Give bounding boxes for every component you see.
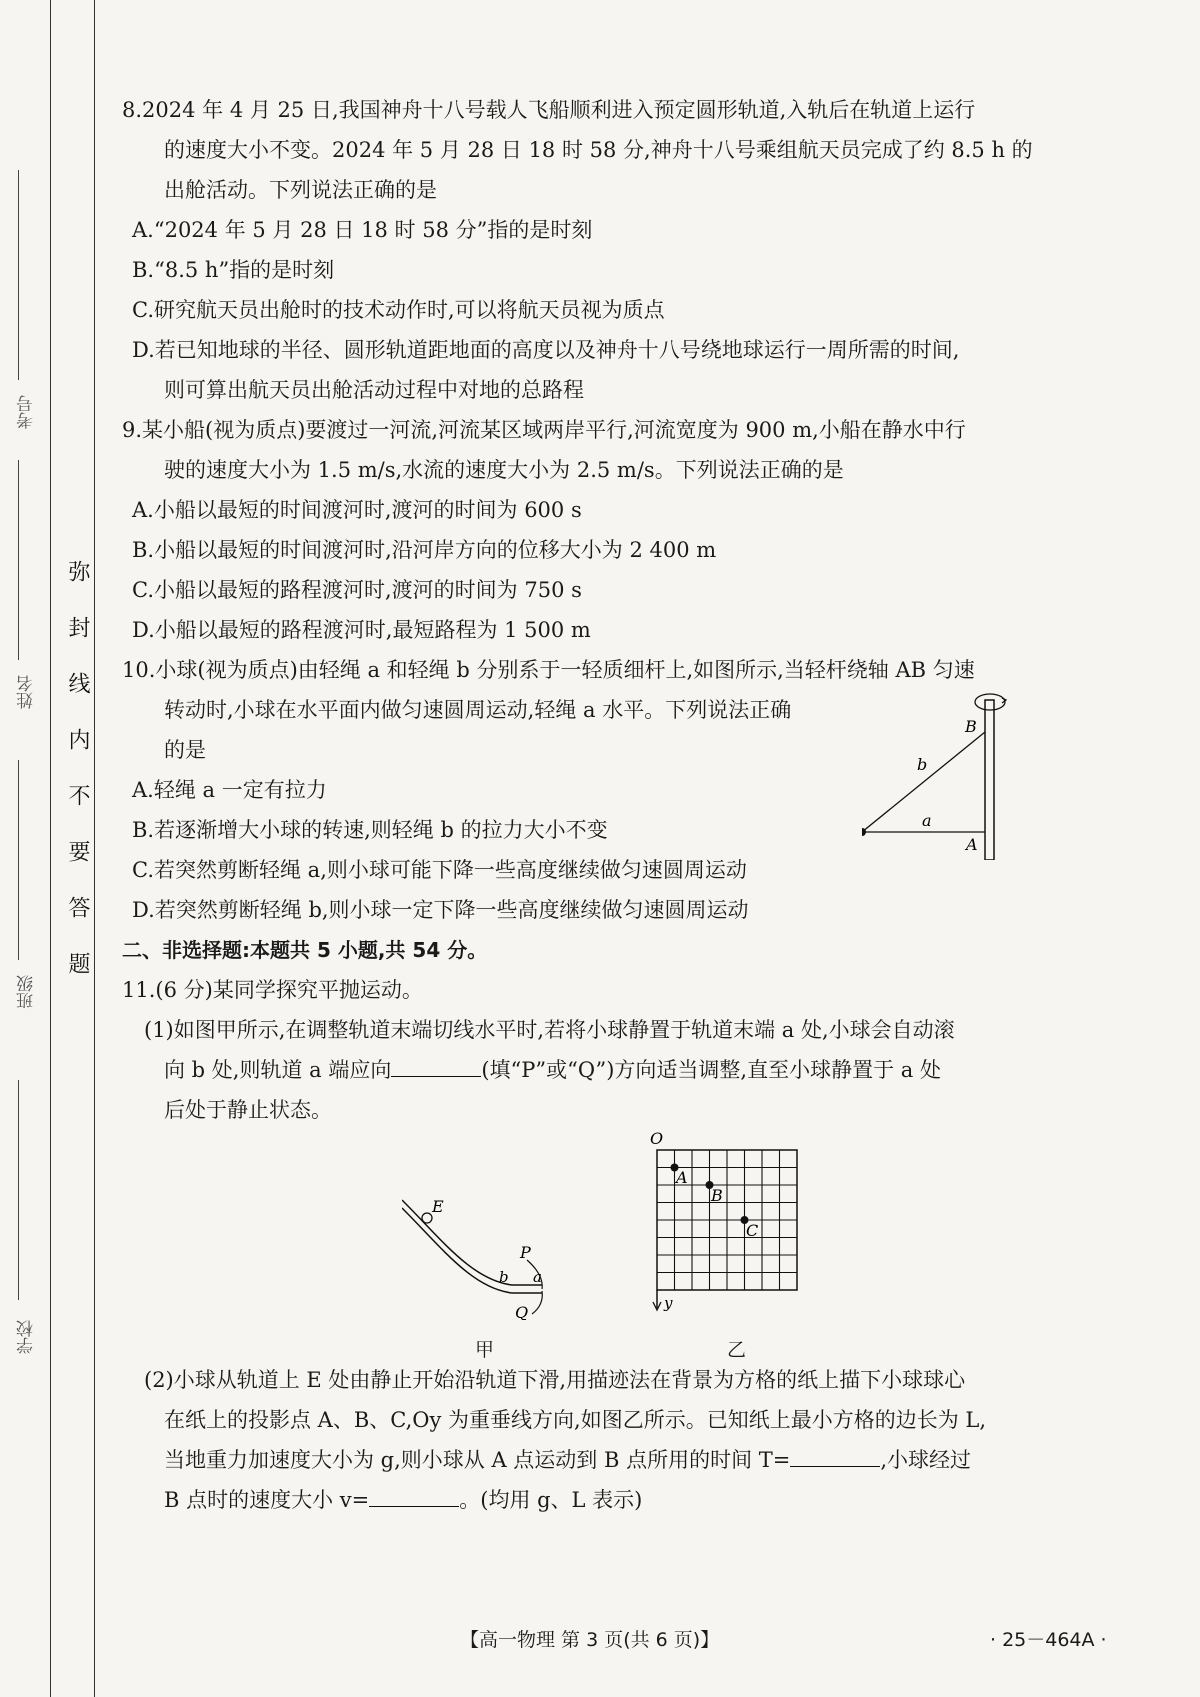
class-blank: [18, 760, 19, 960]
footer-page-info: 【高一物理 第 3 页(共 6 页)】: [460, 1629, 720, 1651]
q8-option-c: C.研究航天员出舱时的技术动作时,可以将航天员视为质点: [132, 298, 665, 322]
q8-stem-1: 8.2024 年 4 月 25 日,我国神舟十八号载人飞船顺利进入预定圆形轨道,入轨后在轨道上运行: [122, 98, 976, 122]
school-blank: [18, 1080, 19, 1300]
name-label: 姓名: [17, 675, 37, 709]
school-label: 学校: [17, 1320, 37, 1354]
yi-label-B: B: [711, 1186, 723, 1205]
question-11: [122, 970, 1082, 1520]
q11-part2-line4: B 点时的速度大小 v= 。(均用 g、L 表示): [122, 1480, 1082, 1520]
q11-part1-line2: 向 b 处,则轨道 a 端应向 (填“P”或“Q”)方向适当调整,直至小球静置于 a 处: [122, 1050, 1082, 1090]
jia-label-P: P: [520, 1243, 531, 1262]
yi-label-O: O: [650, 1130, 664, 1148]
figure-jia-caption: 甲: [475, 1339, 495, 1361]
exam-no-label: 考号: [17, 395, 37, 429]
figure-yi-caption: 乙: [727, 1339, 747, 1361]
q8-option-a: A.“2024 年 5 月 28 日 18 时 58 分”指的是时刻: [132, 218, 593, 242]
answer-blank-2[interactable]: [790, 1444, 880, 1467]
q11-part2-line1: (2)小球从轨道上 E 处由静止开始沿轨道下滑,用描迹法在背景为方格的纸上描下小球球心: [144, 1368, 966, 1392]
jia-label-E: E: [432, 1197, 444, 1216]
jia-label-b: b: [499, 1268, 509, 1286]
q10-figure: [862, 690, 1012, 860]
q10-option-b: B.若逐渐增大小球的转速,则轻绳 b 的拉力大小不变: [132, 818, 608, 842]
jia-label-a: a: [533, 1268, 542, 1286]
figure-jia: [402, 1190, 592, 1320]
q11-part2-line2: 在纸上的投影点 A、B、C,Oy 为重垂线方向,如图乙所示。已知纸上最小方格的边长为 L,: [164, 1408, 986, 1432]
yi-label-y: y: [664, 1294, 673, 1312]
class-label: 班级: [17, 975, 37, 1009]
question-8: [122, 90, 1082, 410]
q10-stem-2: 转动时,小球在水平面内做匀速圆周运动,轻绳 a 水平。下列说法正确: [164, 698, 792, 722]
q8-option-b: B.“8.5 h”指的是时刻: [132, 258, 335, 282]
q10-option-c: C.若突然剪断轻绳 a,则小球可能下降一些高度继续做匀速圆周运动: [132, 858, 747, 882]
figure-yi: [642, 1130, 822, 1320]
q8-stem-2: 的速度大小不变。2024 年 5 月 28 日 18 时 58 分,神舟十八号乘组航天员完成了约 8.5 h 的: [164, 138, 1033, 162]
binding-strip: [0, 0, 110, 1697]
question-10: [122, 650, 1082, 930]
jia-label-Q: Q: [515, 1303, 529, 1320]
q10-label-a: a: [922, 811, 932, 830]
q10-option-d: D.若突然剪断轻绳 b,则小球一定下降一些高度继续做匀速圆周运动: [132, 898, 749, 922]
q8-option-d-cont: 则可算出航天员出舱活动过程中对地的总路程: [164, 378, 584, 402]
q10-stem-3: 的是: [164, 738, 206, 762]
question-9: [122, 410, 1082, 650]
binding-line-inner: [94, 0, 95, 1697]
q9-option-a: A.小船以最短的时间渡河时,渡河的时间为 600 s: [132, 498, 582, 522]
q11-part1-line3: 后处于静止状态。: [164, 1098, 332, 1122]
name-blank: [18, 460, 19, 660]
answer-blank-1[interactable]: [391, 1054, 481, 1077]
q11-part2-line3: 当地重力加速度大小为 g,则小球从 A 点运动到 B 点所用的时间 T= ,小球经过: [122, 1440, 1082, 1480]
q10-label-B: B: [965, 717, 977, 736]
answer-blank-3[interactable]: [369, 1484, 459, 1507]
exam-no-blank: [18, 170, 19, 380]
binding-line-outer: [50, 0, 51, 1697]
q8-option-d: D.若已知地球的半径、圆形轨道距地面的高度以及神舟十八号绕地球运行一周所需的时间,: [132, 338, 960, 362]
q9-option-b: B.小船以最短的时间渡河时,沿河岸方向的位移大小为 2 400 m: [132, 538, 717, 562]
yi-label-C: C: [746, 1221, 759, 1240]
page-content: [122, 90, 1082, 1520]
q10-option-a: A.轻绳 a 一定有拉力: [132, 778, 327, 802]
seal-notice: 弥封线内不要答题: [65, 560, 90, 1008]
q9-option-d: D.小船以最短的路程渡河时,最短路程为 1 500 m: [132, 618, 591, 642]
section-2-heading: 二、非选择题:本题共 5 小题,共 54 分。: [122, 938, 488, 962]
q11-figures: [122, 1130, 1082, 1360]
q10-stem-1: 10.小球(视为质点)由轻绳 a 和轻绳 b 分别系于一轻质细杆上,如图所示,当轻杆绕轴 AB 匀速: [122, 658, 975, 682]
q11-part1-line1: (1)如图甲所示,在调整轨道末端切线水平时,若将小球静置于轨道末端 a 处,小球会自动滚: [144, 1018, 955, 1042]
q10-label-A: A: [966, 835, 978, 854]
q9-stem-2: 驶的速度大小为 1.5 m/s,水流的速度大小为 2.5 m/s。下列说法正确的是: [164, 458, 844, 482]
q8-stem-3: 出舱活动。下列说法正确的是: [164, 178, 437, 202]
q11-stem: 11.(6 分)某同学探究平抛运动。: [122, 978, 423, 1002]
footer-code: · 25－464A ·: [990, 1629, 1107, 1651]
yi-label-A: A: [676, 1168, 688, 1187]
q10-label-b: b: [917, 755, 928, 774]
q9-stem-1: 9.某小船(视为质点)要渡过一河流,河流某区域两岸平行,河流宽度为 900 m,小船在静水中行: [122, 418, 966, 442]
q9-option-c: C.小船以最短的路程渡河时,渡河的时间为 750 s: [132, 578, 582, 602]
